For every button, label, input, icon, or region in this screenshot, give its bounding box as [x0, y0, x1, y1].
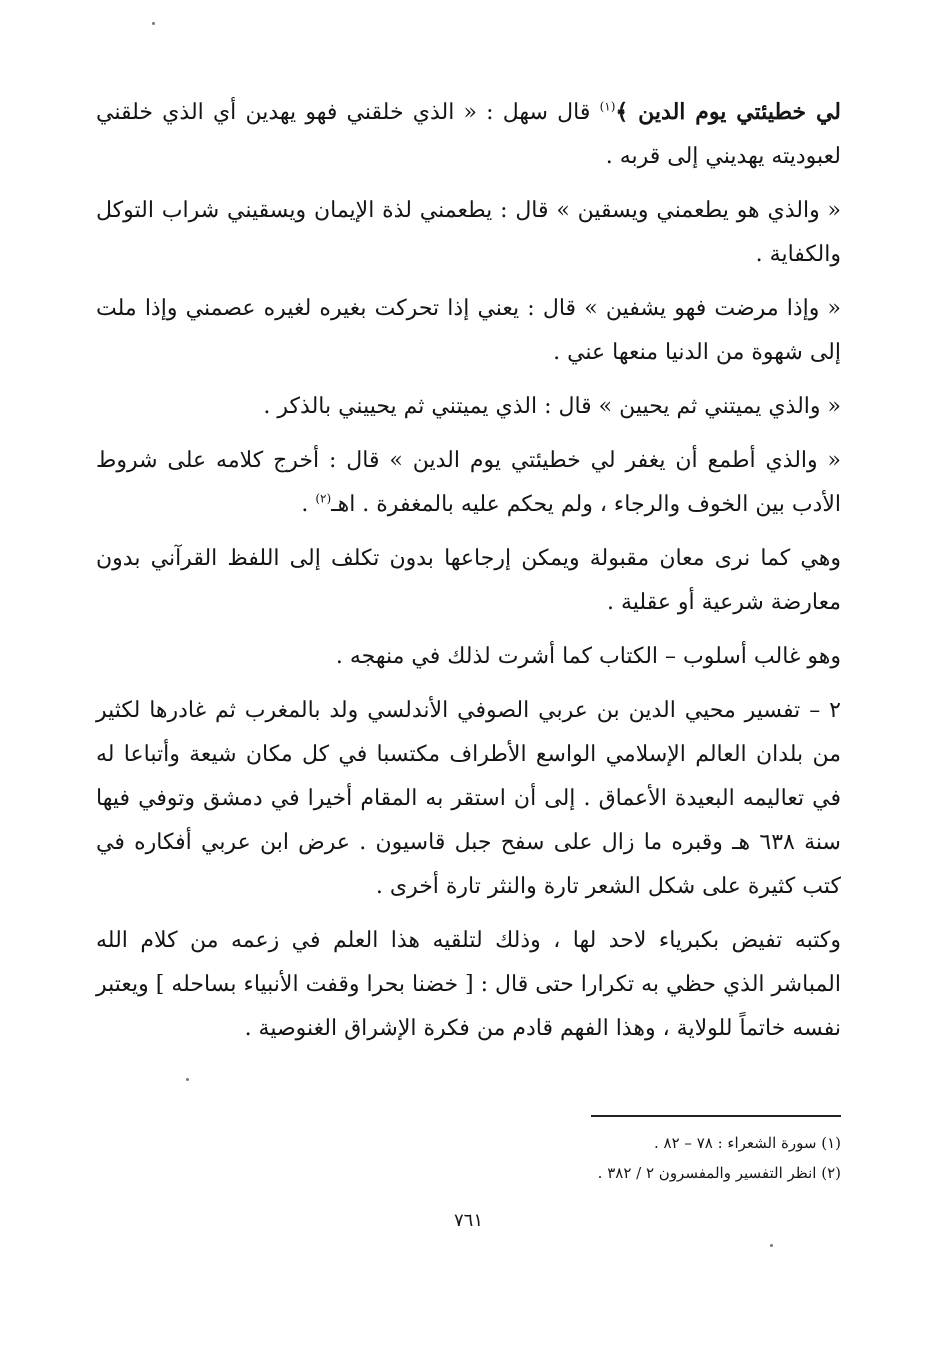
paragraph-6: وهي كما نرى معان مقبولة ويمكن إرجاعها بدون تكلف إلى اللفظ القرآني بدون معارضة شرعية أو عقلية .: [96, 546, 841, 615]
paragraph-2: « والذي هو يطعمني ويسقين » قال : يطعمني لذة الإيمان ويسقيني شراب التوكل والكفاية .: [96, 198, 841, 267]
footnotes: [96, 1128, 841, 1188]
footnote-2: (٢) انظر التفسير والمفسرون ٢ / ٣٨٢ .: [597, 1164, 841, 1182]
paragraph-9: وكتبه تفيض بكبرياء لاحد لها ، وذلك لتلقيه هذا العلم في زعمه من كلام الله المباشر الذي حظي به تكرارا حتى قال : [ خضنا بحرا وقفت الأنبياء بساحله ] ويعتبر نفسه خاتماً للولاية ، وهذا الفهم قادم من فكرة الإشراق الغنوصية .: [96, 928, 841, 1041]
paragraph-5-text: « والذي أطمع أن يغفر لي خطيئتي يوم الدين » قال : أخرج كلامه على شروط الأدب بين الخوف والرجاء ، ولم يحكم عليه بالمغفرة . اهـ: [96, 448, 841, 517]
paragraph-7: وهو غالب أسلوب – الكتاب كما أشرت لذلك في منهجه .: [335, 644, 841, 669]
paragraph-1: [96, 90, 841, 179]
paragraph-5: [96, 439, 841, 527]
quran-fragment: لي خطيئتي يوم الدين ﴾: [615, 99, 841, 125]
scan-speck: [152, 22, 155, 25]
scan-speck: [770, 1244, 773, 1247]
paragraph-1-text: قال سهل : « الذي خلقني فهو يهدين أي الذي خلقني لعبوديته يهديني إلى قربه .: [96, 100, 841, 169]
page-body: [96, 90, 841, 1061]
footnote-ref-1: (١): [599, 99, 616, 114]
footnote-ref-2: (٢): [315, 491, 332, 506]
paragraph-5-end: .: [301, 492, 316, 517]
scan-speck: [186, 1078, 189, 1081]
footnote-separator: [591, 1115, 841, 1117]
footnote-1: (١) سورة الشعراء : ٧٨ – ٨٢ .: [653, 1134, 841, 1152]
paragraph-4: « والذي يميتني ثم يحيين » قال : الذي يميتني ثم يحييني بالذكر .: [263, 394, 841, 419]
paragraph-3: « وإذا مرضت فهو يشفين » قال : يعني إذا تحركت بغيره لغيره عصمني وإذا ملت إلى شهوة من الدنيا منعها عني .: [96, 296, 842, 365]
page-number: ٧٦١: [453, 1210, 483, 1231]
paragraph-8: ٢ – تفسير محيي الدين بن عربي الصوفي الأندلسي ولد بالمغرب ثم غادرها لكثير من بلدان العالم الإسلامي الواسع الأطراف مكتسبا في كل مكان شيعة وأتباعا له في تعاليمه البعيدة الأعماق . إلى أن استقر به المقام أخيرا في دمشق وتوفي فيها سنة ٦٣٨ هـ وقبره ما زال على سفح جبل قاسيون . عرض ابن عربي أفكاره في كتب كثيرة على شكل الشعر تارة والنثر تارة أخرى .: [96, 698, 841, 899]
